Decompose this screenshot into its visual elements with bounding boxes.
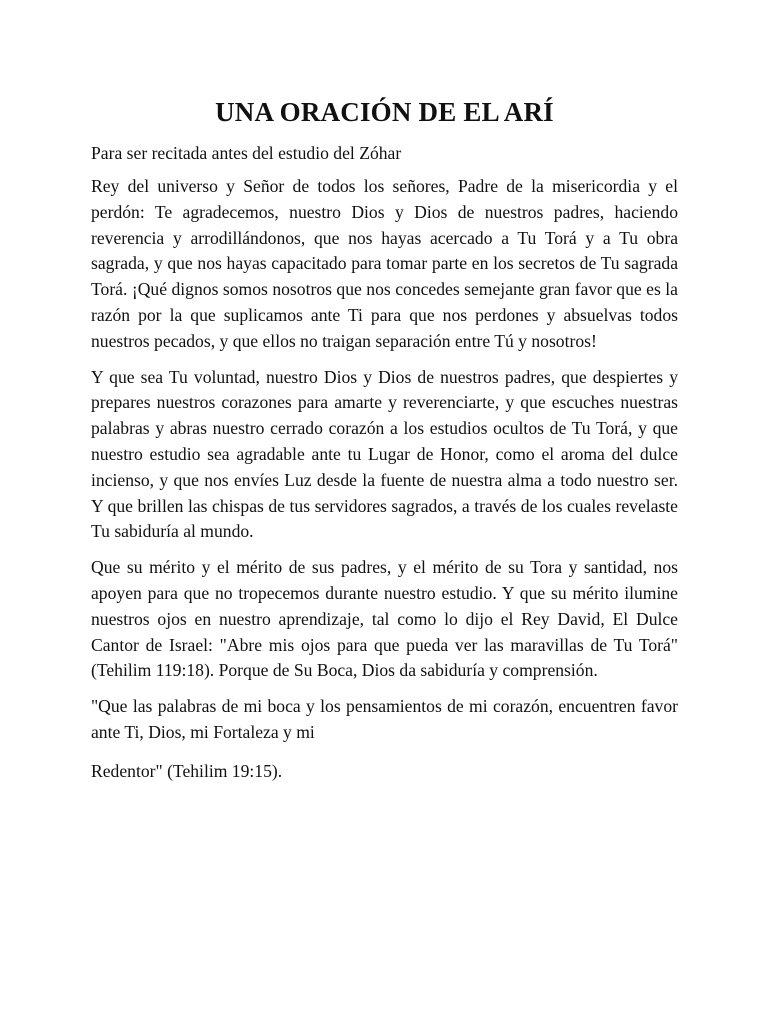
document-title: UNA ORACIÓN DE EL ARÍ [215,97,554,127]
paragraph-3: Que su mérito y el mérito de sus padres, y el mérito de su Tora y santidad, nos apoyen para que no tropecemos durante nuestro estudio. Y que su mérito ilumine nuestros ojos en nuestro aprendizaje, tal como lo dijo el Rey David, El Dulce Cantor de Israel: "Abre mis ojos para que pueda ver las maravillas de Tu Torá" (Tehilim 119:18). Porque de Su Boca, Dios da sabiduría y comprensión. [91,557,678,681]
closing-line: Redentor" (Tehilim 19:15). [91,760,283,781]
document-subtitle: Para ser recitada antes del estudio del Zóhar [91,143,402,163]
paragraph-1: Rey del universo y Señor de todos los señores, Padre de la misericordia y el perdón: Te agradecemos, nuestro Dios y Dios de nuestros padres, haciendo reverencia y arrodillándonos, que nos hayas acercado a Tu Torá y a Tu obra sagrada, y que nos hayas capacitado para tomar parte en los secretos de Tu sagrada Torá. ¡Qué dignos somos nosotros que nos concedes semejante gran favor que es la razón por la que suplicamos ante Ti para que nos perdones y absuelvas todos nuestros pecados, y que ellos no traigan separación entre Tú y nosotros! [91,176,678,351]
paragraph-4: "Que las palabras de mi boca y los pensamientos de mi corazón, encuentren favor ante Ti, Dios, mi Fortaleza y mi [91,696,678,742]
document-page [91,96,678,784]
paragraph-2: Y que sea Tu voluntad, nuestro Dios y Dios de nuestros padres, que despiertes y prepares nuestros corazones para amarte y reverenciarte, y que escuches nuestras palabras y abras nuestro cerrado corazón a los estudios ocultos de Tu Torá, y que nuestro estudio sea agradable ante tu Lugar de Honor, como el aroma del dulce incienso, y que nos envíes Luz desde la fuente de nuestra alma a todo nuestro ser. Y que brillen las chispas de tus servidores sagrados, a través de los cuales revelaste Tu sabiduría al mundo. [91,366,678,542]
